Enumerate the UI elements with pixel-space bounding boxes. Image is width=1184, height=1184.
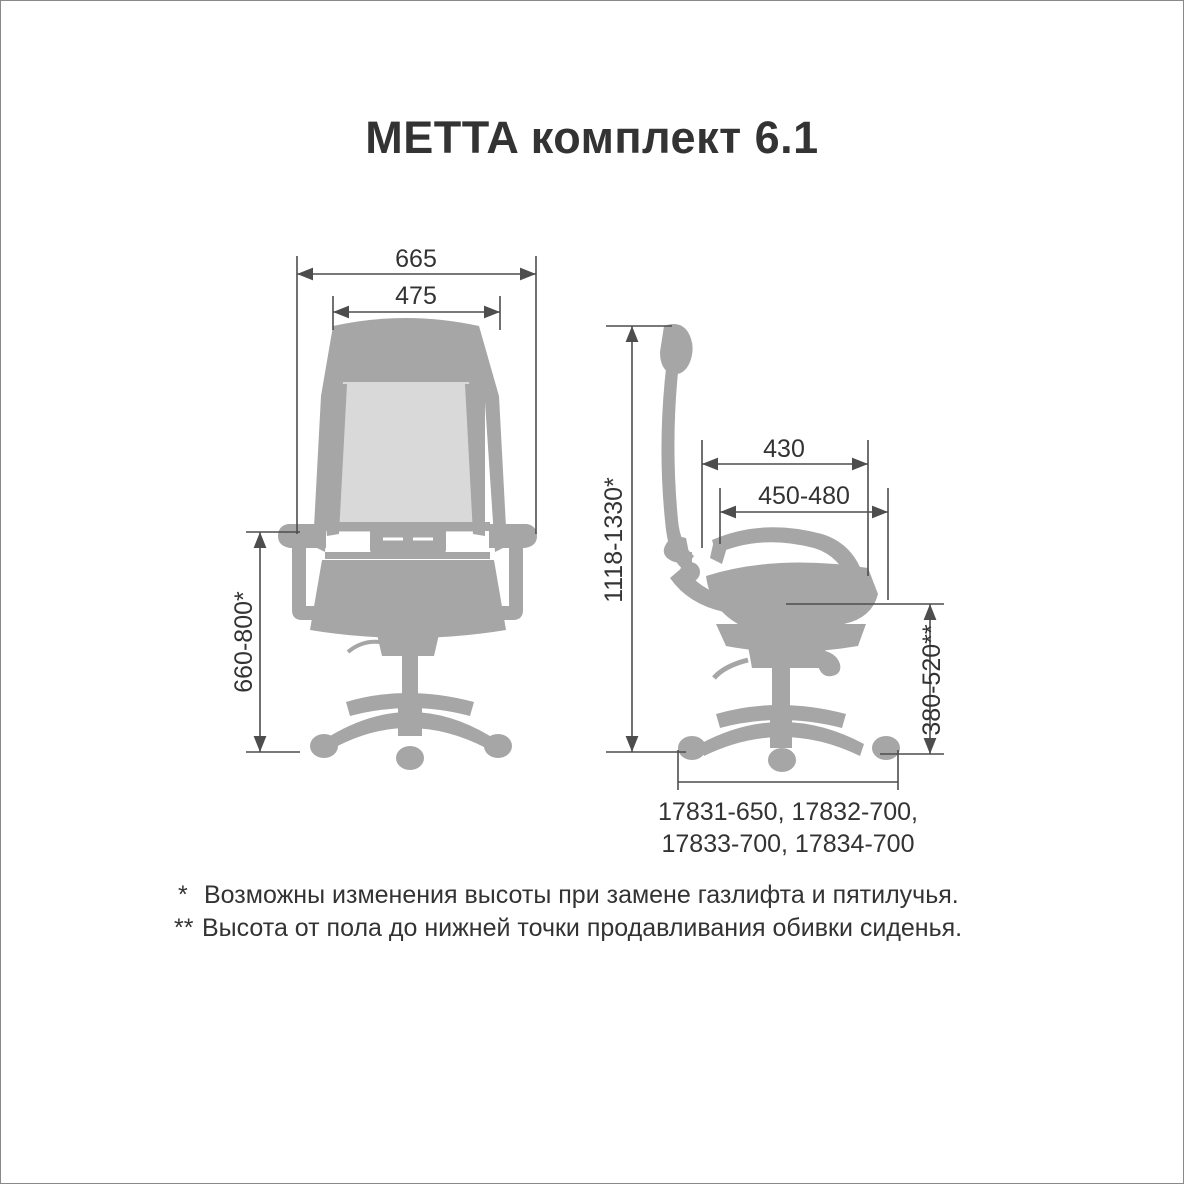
dim-front-width: 665 (395, 245, 437, 273)
footnote-2-marker: ** (174, 914, 194, 942)
footnote-1-text: Возможны изменения высоты при замене газлифта и пятилучья. (204, 881, 959, 909)
footnote-1-marker: * (178, 881, 188, 909)
dim-overall-depth: 450-480 (758, 482, 850, 510)
chair-front-view (278, 318, 537, 770)
model-codes (658, 798, 918, 858)
dim-back-width: 475 (395, 282, 437, 310)
page-title: METTA комплект 6.1 (365, 112, 819, 163)
dim-armrest-height: 660-800* (230, 591, 258, 693)
model-codes-line1: 17831-650, 17832-700, (658, 798, 918, 826)
dim-seat-height: 380-520** (918, 624, 946, 736)
chair-side-view (660, 324, 900, 772)
footnote-2-text: Высота от пола до нижней точки продавливания обивки сиденья. (202, 914, 963, 942)
dim-seat-depth: 430 (763, 435, 805, 463)
footnotes (174, 881, 962, 942)
model-codes-line2: 17833-700, 17834-700 (661, 830, 915, 858)
dim-total-height: 1118-1330* (600, 477, 628, 603)
